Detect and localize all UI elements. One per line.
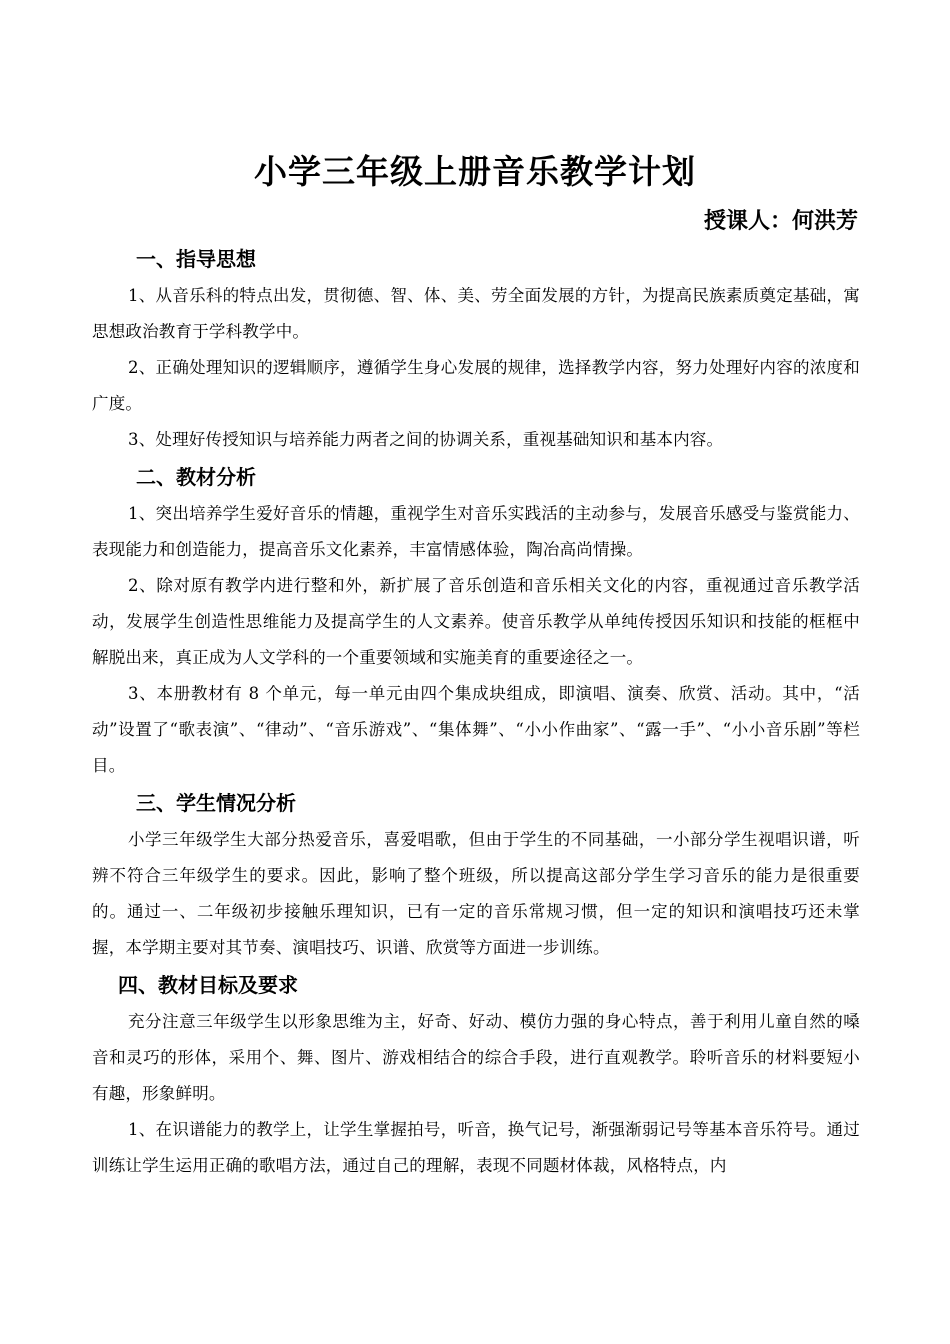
- paragraph: 充分注意三年级学生以形象思维为主，好奇、好动、模仿力强的身心特点，善于利用儿童自然的嗓音和灵巧的形体，采用个、舞、图片、游戏相结合的综合手段，进行直观教学。聆听音乐的材料要短小有趣，形象鲜明。: [92, 1012, 860, 1103]
- section-heading: 一、指导思想: [136, 247, 256, 271]
- section-heading: 二、教材分析: [136, 465, 256, 489]
- paragraph: 1、突出培养学生爱好音乐的情趣，重视学生对音乐实践活的主动参与，发展音乐感受与鉴赏能力、表现能力和创造能力，提高音乐文化素养，丰富情感体验，陶冶高尚情操。: [92, 504, 860, 559]
- paragraph: 3、处理好传授知识与培养能力两者之间的协调关系，重视基础知识和基本内容。: [128, 430, 724, 449]
- paragraph: 1、在识谱能力的教学上，让学生掌握拍号，听音，换气记号，渐强渐弱记号等基本音乐符号。通过训练让学生运用正确的歌唱方法，通过自己的理解，表现不同题材体裁，风格特点，内: [92, 1120, 860, 1175]
- document-body: [92, 240, 860, 1184]
- paragraph: 小学三年级学生大部分热爱音乐，喜爱唱歌，但由于学生的不同基础，一小部分学生视唱识谱，听辨不符合三年级学生的要求。因此，影响了整个班级，所以提高这部分学生学习音乐的能力是很重要的。通过一、二年级初步接触乐理知识，已有一定的音乐常规习惯，但一定的知识和演唱技巧还未掌握，本学期主要对其节奏、演唱技巧、识谱、欣赏等方面进一步训练。: [92, 830, 860, 957]
- section-student-analysis: [92, 784, 860, 966]
- section-heading: 四、教材目标及要求: [118, 973, 298, 997]
- section-heading: 三、学生情况分析: [136, 791, 296, 815]
- page-title: 小学三年级上册音乐教学计划: [254, 152, 696, 191]
- section-goals-requirements: [92, 966, 860, 1184]
- paragraph: 3、本册教材有 8 个单元，每一单元由四个集成块组成，即演唱、演奏、欣赏、活动。其中，“活动”设置了“歌表演”、“律动”、“音乐游戏”、“集体舞”、“小小作曲家”、“露一手”、“小小音乐剧”等栏目。: [92, 684, 860, 775]
- paragraph: 2、除对原有教学内进行整和外，新扩展了音乐创造和音乐相关文化的内容，重视通过音乐教学活动，发展学生创造性思维能力及提高学生的人文素养。使音乐教学从单纯传授因乐知识和技能的框框中解脱出来，真正成为人文学科的一个重要领域和实施美育的重要途径之一。: [92, 576, 860, 667]
- paragraph: 2、正确处理知识的逻辑顺序，遵循学生身心发展的规律，选择教学内容，努力处理好内容的浓度和广度。: [92, 358, 860, 413]
- section-guiding-ideology: [92, 240, 860, 458]
- paragraph: 1、从音乐科的特点出发，贯彻德、智、体、美、劳全面发展的方针，为提高民族素质奠定基础，寓思想政治教育于学科教学中。: [92, 286, 860, 341]
- section-textbook-analysis: [92, 458, 860, 784]
- author-line: 授课人：何洪芳: [703, 209, 858, 234]
